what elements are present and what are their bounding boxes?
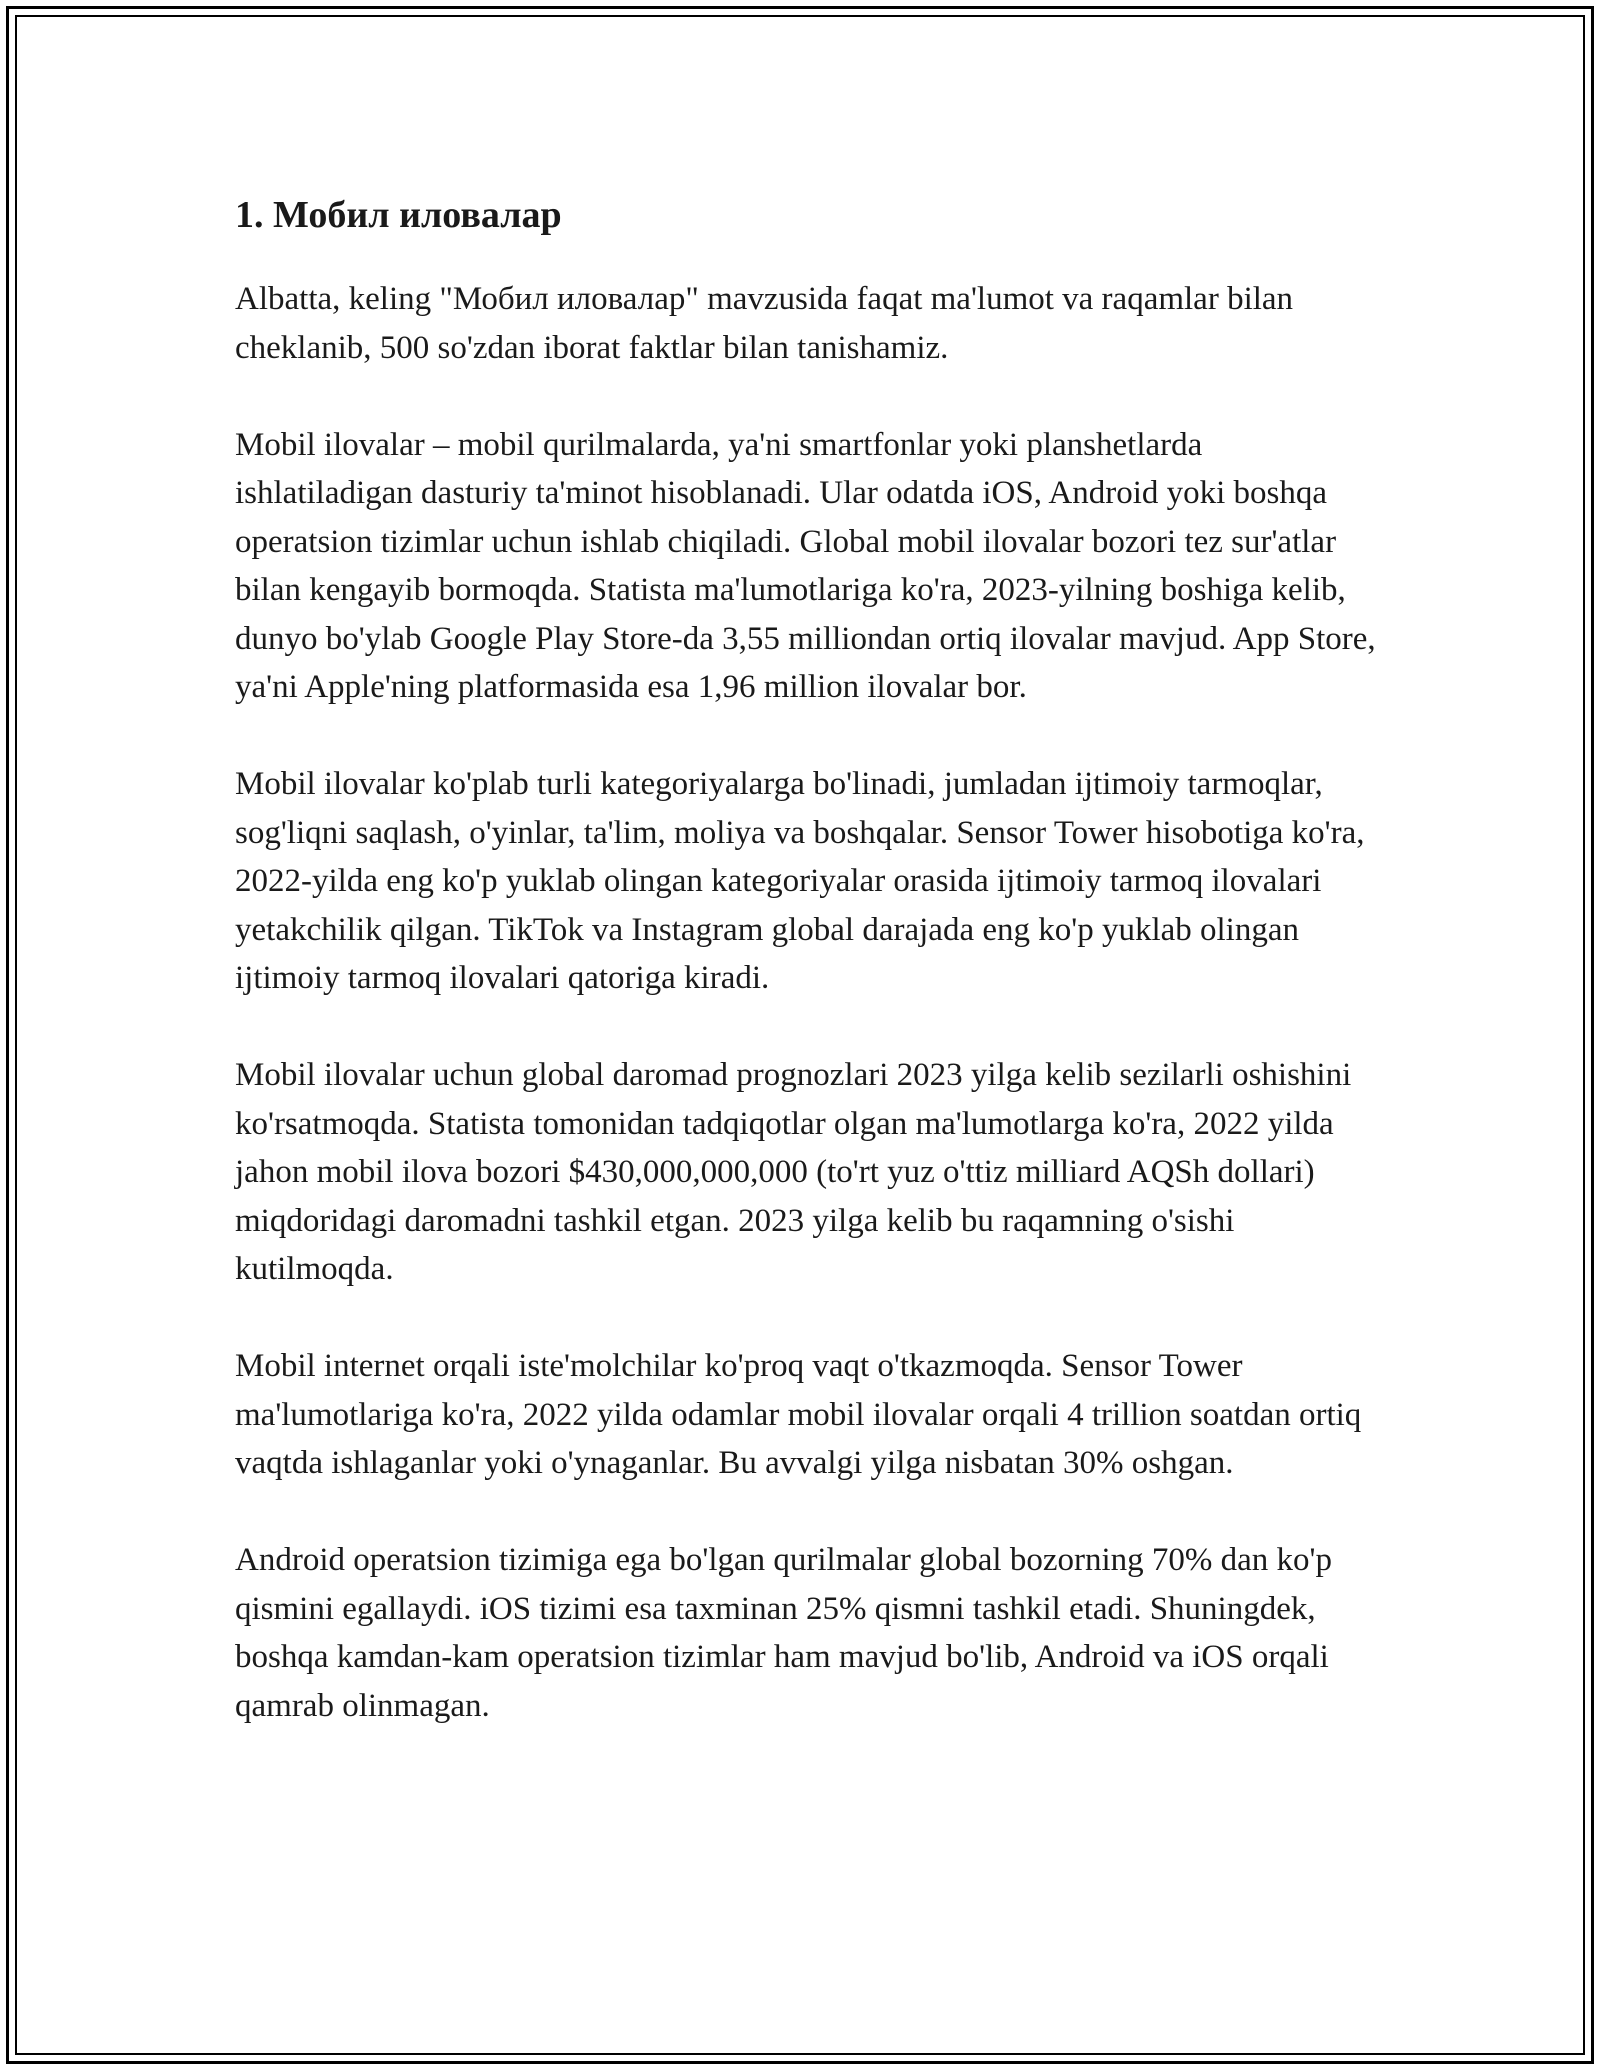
- document-title: 1. Мобил иловалар: [235, 194, 562, 236]
- paragraph-intro: Albatta, keling "Мобил иловалар" mavzusida faqat ma'lumot va raqamlar bilan cheklanib, 500 so'zdan iborat faktlar bilan tanishamiz.: [235, 281, 1294, 366]
- paragraph-revenue: Mobil ilovalar uchun global daromad prognozlari 2023 yilga kelib sezilarli oshishini ko'rsatmoqda. Statista tomonidan tadqiqotlar olgan ma'lumotlarga ko'ra, 2022 yilda jahon mobil ilova bozori $430,000,000,000 (to'rt yuz o'ttiz milliard AQSh dollari) miqdoridagi daromadni tashkil etgan. 2023 yilga kelib bu raqamning o'sishi kutilmoqda.: [235, 1057, 1352, 1287]
- document-body: [235, 185, 1385, 1779]
- paragraph-categories: Mobil ilovalar ko'plab turli kategoriyalarga bo'linadi, jumladan ijtimoiy tarmoqlar, sog'liqni saqlash, o'yinlar, ta'lim, moliya va boshqalar. Sensor Tower hisobotiga ko'ra, 2022-yilda eng ko'p yuklab olingan kategoriyalar orasida ijtimoiy tarmoq ilovalari yetakchilik qilgan. TikTok va Instagram global darajada eng ko'p yuklab olingan ijtimoiy tarmoq ilovalari qatoriga kiradi.: [235, 766, 1365, 996]
- paragraph-market-share: Android operatsion tizimiga ega bo'lgan qurilmalar global bozorning 70% dan ko'p qismini egallaydi. iOS tizimi esa taxminan 25% qismni tashkil etadi. Shuningdek, boshqa kamdan-kam operatsion tizimlar ham mavjud bo'lib, Android va iOS orqali qamrab olinmagan.: [235, 1542, 1332, 1724]
- paragraph-usage-time: Mobil internet orqali iste'molchilar ko'proq vaqt o'tkazmoqda. Sensor Tower ma'lumotlariga ko'ra, 2022 yilda odamlar mobil ilovalar orqali 4 trillion soatdan ortiq vaqtda ishlaganlar yoki o'ynaganlar. Bu avvalgi yilga nisbatan 30% oshgan.: [235, 1348, 1362, 1481]
- paragraph-definition: Mobil ilovalar – mobil qurilmalarda, ya'ni smartfonlar yoki planshetlarda ishlatiladigan dasturiy ta'minot hisoblanadi. Ular odatda iOS, Android yoki boshqa operatsion tizimlar uchun ishlab chiqiladi. Global mobil ilovalar bozori tez sur'atlar bilan kengayib bormoqda. Statista ma'lumotlariga ko'ra, 2023-yilning boshiga kelib, dunyo bo'ylab Google Play Store-da 3,55 milliondan ortiq ilovalar mavjud. App Store, ya'ni Apple'ning platformasida esa 1,96 million ilovalar bor.: [235, 426, 1376, 705]
